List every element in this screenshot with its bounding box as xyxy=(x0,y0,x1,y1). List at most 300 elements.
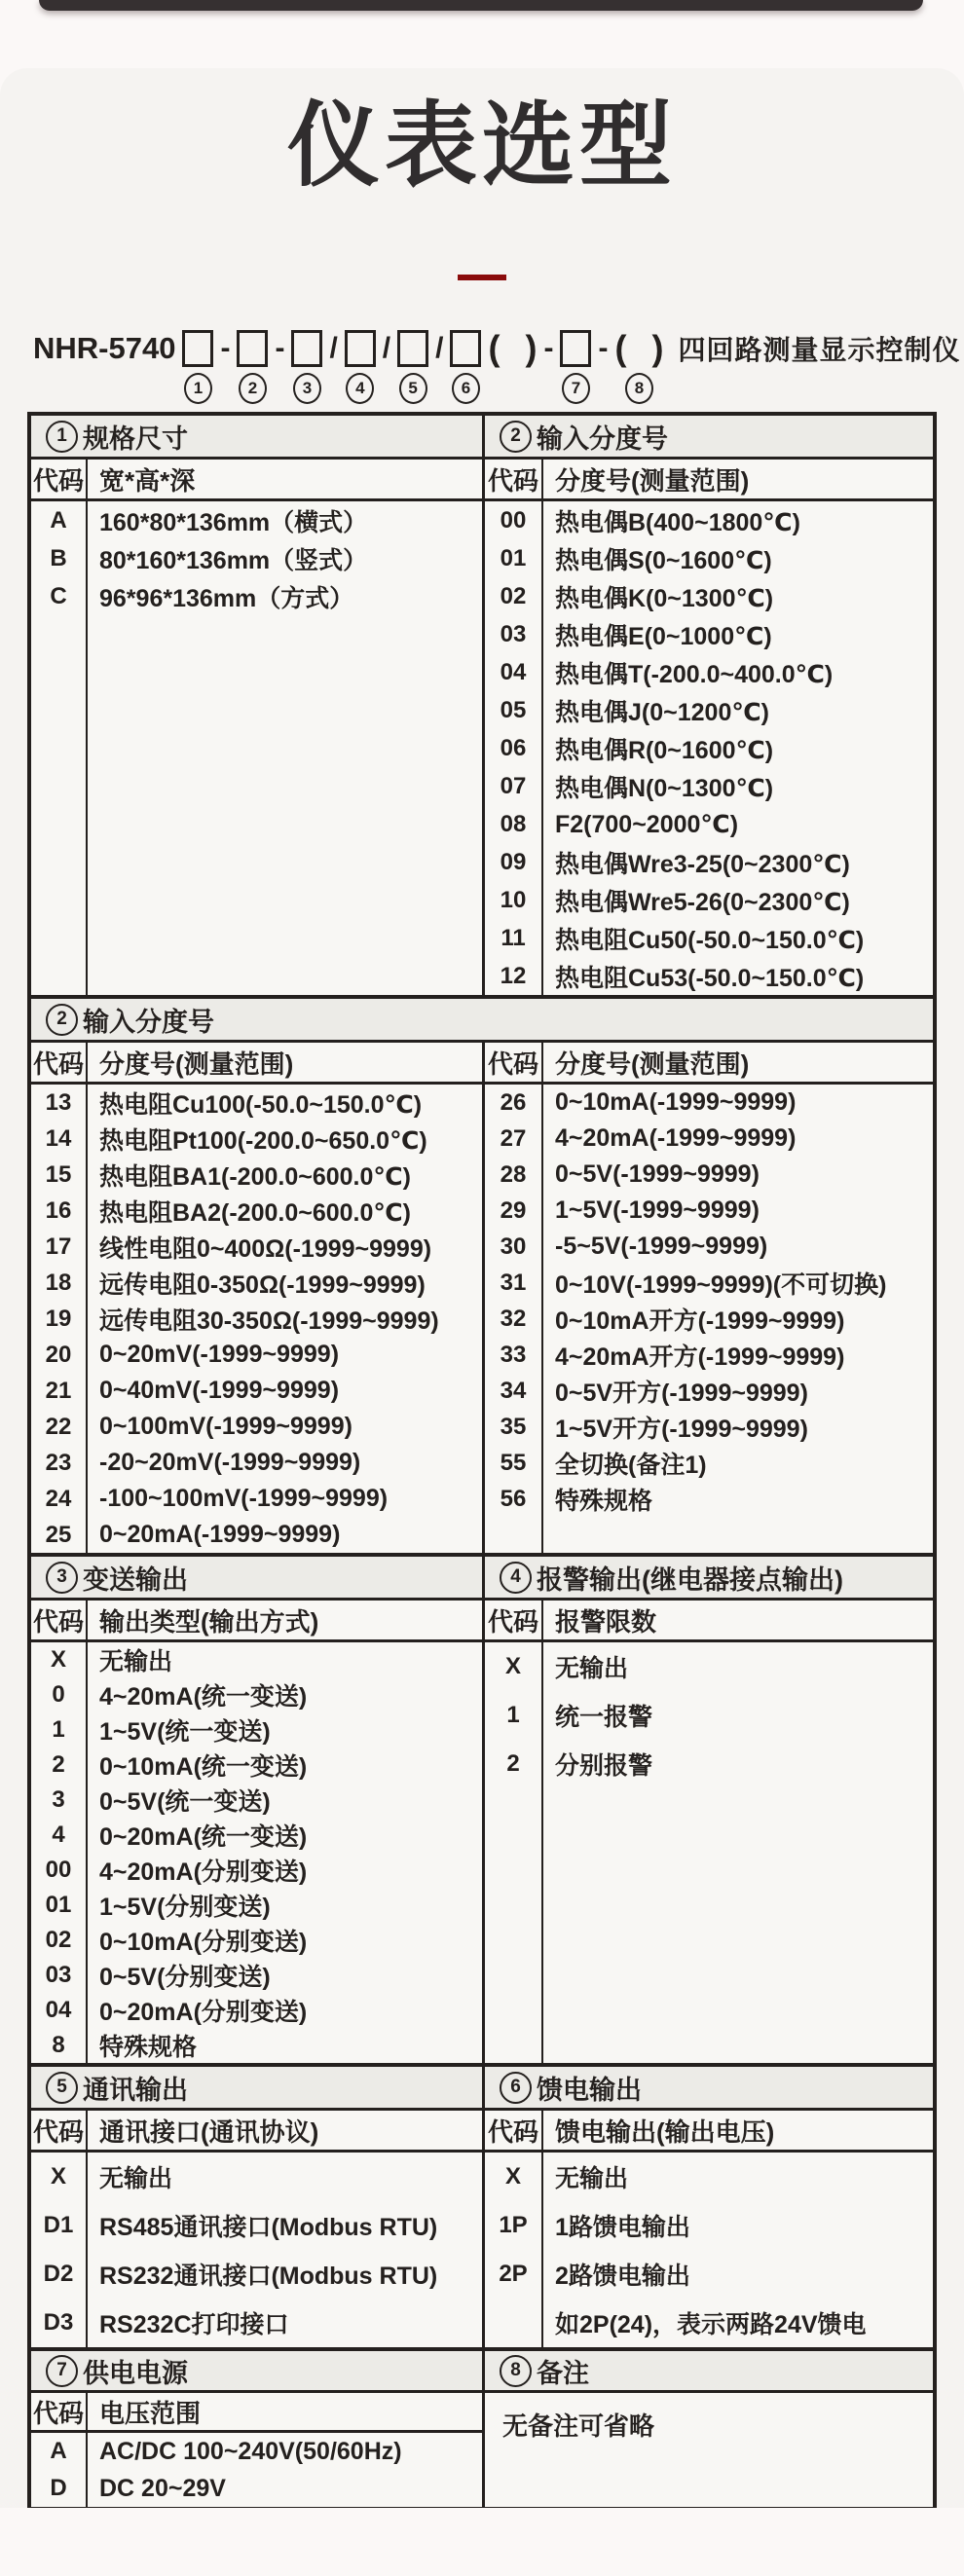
section-title: 供电电源 xyxy=(83,2358,188,2388)
model-prefix: NHR-5740 xyxy=(33,331,176,365)
section-2-panel-b xyxy=(31,1043,482,1553)
table-row xyxy=(485,1740,933,1788)
table-row xyxy=(485,653,933,691)
section-number-badge: 8 xyxy=(500,2355,532,2387)
table-row xyxy=(31,501,482,539)
table-row xyxy=(31,1445,482,1481)
code-cell: 31 xyxy=(500,1269,527,1296)
section-5-panel xyxy=(31,2067,482,2347)
model-box-4 xyxy=(345,327,376,406)
code-box xyxy=(237,330,268,367)
code-cell: 3 xyxy=(52,1786,65,1813)
value-cell: 4~20mA(统一变送) xyxy=(99,1683,308,1711)
model-paren-group: ( ) 8 xyxy=(614,327,663,406)
table-row xyxy=(485,1337,933,1373)
value-cell: 远传电阻0-350Ω(-1999~9999) xyxy=(99,1270,426,1299)
section-header xyxy=(31,416,482,460)
value-cell: 热电偶T(-200.0~400.0℃) xyxy=(555,660,834,688)
section-2-rows-c xyxy=(485,1085,933,1553)
table-row xyxy=(31,1818,482,1853)
code-cell: 09 xyxy=(500,848,527,875)
value-cell: 0~20mA(分别变送) xyxy=(99,1999,308,2026)
value-column-header: 报警限数 xyxy=(555,1606,657,1637)
model-separator: / xyxy=(382,332,391,364)
code-column-header: 代码 xyxy=(31,1043,88,1082)
value-cell: 热电阻Cu50(-50.0~150.0℃) xyxy=(555,926,865,954)
section-title: 变送输出 xyxy=(83,1564,188,1595)
model-box-1 xyxy=(182,327,213,406)
model-suffix: 四回路测量显示控制仪 xyxy=(678,335,961,365)
band-transmit-alarm xyxy=(31,1553,933,2063)
column-header xyxy=(31,1043,482,1085)
value-cell: 热电阻Cu53(-50.0~150.0℃) xyxy=(555,964,865,992)
section-2-panel-c xyxy=(482,1043,933,1553)
code-cell: 02 xyxy=(45,1927,72,1953)
value-cell: 0~20mA(统一变送) xyxy=(99,1823,308,1851)
table-row xyxy=(485,881,933,919)
column-header xyxy=(31,2393,482,2433)
code-cell: 2 xyxy=(52,1751,65,1778)
table-row xyxy=(31,1481,482,1517)
value-cell: 4~20mA开方(-1999~9999) xyxy=(555,1343,845,1371)
code-cell: 05 xyxy=(500,696,527,723)
table-row xyxy=(31,2028,482,2063)
model-separator: - xyxy=(220,332,231,364)
code-cell: 1P xyxy=(499,2212,528,2238)
table-row xyxy=(485,501,933,539)
code-cell: 24 xyxy=(45,1485,72,1512)
value-cell: 0~10mA(-1999~9999) xyxy=(555,1088,797,1116)
code-box xyxy=(291,330,322,367)
top-banner-edge xyxy=(39,0,923,11)
value-cell: RS485通讯接口(Modbus RTU) xyxy=(99,2214,438,2241)
table-row xyxy=(485,1481,933,1517)
code-cell: 01 xyxy=(45,1892,72,1918)
code-cell: A xyxy=(50,506,67,534)
value-cell: 无输出 xyxy=(555,1655,629,1682)
column-header xyxy=(31,2111,482,2153)
table-row xyxy=(31,1642,482,1677)
code-cell: 1 xyxy=(52,1716,65,1743)
value-column-header: 分度号(测量范围) xyxy=(99,1049,294,1079)
value-cell: 96*96*136mm（方式） xyxy=(99,584,354,612)
model-paren-group: ( ) xyxy=(488,328,538,368)
section-number-badge: 6 xyxy=(500,2072,532,2104)
page-title: 仪表选型 xyxy=(286,94,677,198)
code-column-header: 代码 xyxy=(485,1043,543,1082)
value-cell: 0~10mA开方(-1999~9999) xyxy=(555,1306,845,1335)
section-title: 通讯输出 xyxy=(83,2075,188,2105)
section-number-badge: 1 xyxy=(46,421,78,453)
model-box-6 xyxy=(450,327,481,406)
model-separator: - xyxy=(275,332,285,364)
code-cell: 2 xyxy=(506,1750,520,1777)
code-cell: 2P xyxy=(499,2261,528,2287)
table-row xyxy=(31,2433,482,2470)
value-cell: 0~5V开方(-1999~9999) xyxy=(555,1379,808,1407)
value-cell: 如2P(24)，表示两路24V馈电 xyxy=(555,2311,867,2338)
code-cell: X xyxy=(504,1653,521,1679)
table-row xyxy=(31,2470,482,2507)
code-cell: 19 xyxy=(45,1305,72,1332)
table-row xyxy=(485,1193,933,1229)
value-cell: 热电偶R(0~1600℃) xyxy=(555,736,774,764)
model-box-5 xyxy=(397,327,428,406)
table-row xyxy=(485,805,933,843)
value-cell: 1路馈电输出 xyxy=(555,2214,690,2241)
code-cell: 4 xyxy=(52,1822,65,1848)
band-comm-power-supply-out xyxy=(31,2063,933,2347)
table-row xyxy=(31,1993,482,2028)
code-cell: D3 xyxy=(43,2309,74,2336)
section-3-panel xyxy=(31,1557,482,2063)
code-cell: 15 xyxy=(45,1160,72,1188)
value-column-header: 通讯接口(通讯协议) xyxy=(99,2116,319,2147)
code-box xyxy=(560,330,591,367)
table-row xyxy=(485,729,933,767)
code-cell: 23 xyxy=(45,1449,72,1476)
code-cell: 00 xyxy=(500,506,527,534)
section-title: 输入分度号 xyxy=(83,1007,214,1037)
code-cell: 30 xyxy=(500,1233,527,1260)
value-cell: 2路馈电输出 xyxy=(555,2263,690,2290)
value-column-header: 输出类型(输出方式) xyxy=(99,1606,319,1637)
table-row xyxy=(31,1337,482,1373)
section-6-panel xyxy=(482,2067,933,2347)
model-box-2 xyxy=(237,327,268,406)
column-header xyxy=(485,2111,933,2153)
code-cell: 03 xyxy=(45,1962,72,1988)
code-column-header: 代码 xyxy=(31,2111,88,2150)
code-cell: 00 xyxy=(45,1857,72,1883)
circle-marker-1: 1 xyxy=(184,373,212,404)
circle-marker-5: 5 xyxy=(399,373,427,404)
selection-table xyxy=(27,412,937,2508)
value-cell: 0~40mV(-1999~9999) xyxy=(99,1377,340,1404)
code-cell: D xyxy=(50,2475,67,2501)
value-cell: 热电阻BA2(-200.0~600.0℃) xyxy=(99,1198,411,1227)
circle-marker-6: 6 xyxy=(452,373,480,404)
table-row xyxy=(31,2299,482,2347)
value-cell: RS232通讯接口(Modbus RTU) xyxy=(99,2263,438,2290)
code-cell: 02 xyxy=(500,582,527,609)
code-cell: 32 xyxy=(500,1305,527,1332)
value-column-header: 馈电输出(输出电压) xyxy=(555,2116,775,2147)
table-row xyxy=(485,1691,933,1740)
table-row xyxy=(31,2201,482,2250)
circle-marker-4: 4 xyxy=(346,373,374,404)
table-row xyxy=(31,1853,482,1888)
circle-marker-3: 3 xyxy=(293,373,321,404)
model-separator: / xyxy=(435,332,444,364)
code-cell: 20 xyxy=(45,1341,72,1368)
section-2-panel-a xyxy=(482,416,933,995)
code-box xyxy=(397,330,428,367)
section-4-rows xyxy=(485,1642,933,2063)
value-cell: 特殊规格 xyxy=(555,1487,653,1515)
value-cell: 热电阻BA1(-200.0~600.0℃) xyxy=(99,1162,411,1191)
table-row xyxy=(485,2153,933,2201)
model-separator: - xyxy=(543,332,554,364)
table-row xyxy=(31,577,482,615)
band-power-remark xyxy=(31,2347,933,2507)
section-1-panel xyxy=(31,416,482,995)
code-cell: 28 xyxy=(500,1160,527,1188)
table-row xyxy=(485,2250,933,2299)
value-cell: 热电偶K(0~1300℃) xyxy=(555,584,774,612)
code-cell: 04 xyxy=(45,1997,72,2023)
code-cell: 08 xyxy=(500,810,527,837)
table-row xyxy=(485,615,933,653)
value-cell: 0~10mA(分别变送) xyxy=(99,1929,308,1956)
table-row xyxy=(31,1121,482,1157)
code-cell: 29 xyxy=(500,1196,527,1224)
section-6-rows xyxy=(485,2153,933,2347)
value-cell: 1~5V(-1999~9999) xyxy=(555,1196,760,1224)
table-row xyxy=(31,1373,482,1409)
code-column-header: 代码 xyxy=(485,460,543,498)
section-header xyxy=(31,1557,482,1601)
code-cell: 13 xyxy=(45,1088,72,1116)
value-cell: 全切换(备注1) xyxy=(555,1451,707,1479)
band-spec-input xyxy=(31,416,933,995)
code-cell: 12 xyxy=(500,962,527,989)
section-number-badge: 2 xyxy=(500,421,532,453)
circle-marker-7: 7 xyxy=(562,373,590,404)
table-row xyxy=(31,1958,482,1993)
section-7-panel xyxy=(31,2351,482,2507)
code-cell: D1 xyxy=(43,2212,74,2238)
code-cell: 18 xyxy=(45,1269,72,1296)
section-2-rows-b xyxy=(31,1085,482,1553)
value-cell: 远传电阻30-350Ω(-1999~9999) xyxy=(99,1306,439,1335)
code-cell: 17 xyxy=(45,1233,72,1260)
value-cell: 统一报警 xyxy=(555,1704,653,1731)
code-cell: 06 xyxy=(500,734,527,761)
code-cell: 14 xyxy=(45,1124,72,1152)
band-input-continued xyxy=(31,995,933,1553)
value-cell: 0~5V(统一变送) xyxy=(99,1788,271,1816)
table-row xyxy=(31,1193,482,1229)
value-cell: 分别报警 xyxy=(555,1752,653,1780)
code-cell: 55 xyxy=(500,1449,527,1476)
section-header xyxy=(485,2067,933,2111)
table-row xyxy=(485,843,933,881)
value-column-header: 分度号(测量范围) xyxy=(555,1049,750,1079)
code-cell: 01 xyxy=(500,544,527,571)
value-cell: 线性电阻0~400Ω(-1999~9999) xyxy=(99,1234,432,1263)
code-cell: 07 xyxy=(500,772,527,799)
content-card xyxy=(0,68,964,2508)
code-cell: 27 xyxy=(500,1124,527,1152)
table-row xyxy=(31,1748,482,1783)
code-cell: 8 xyxy=(52,2032,65,2058)
code-cell: 0 xyxy=(52,1681,65,1708)
value-cell: 4~20mA(分别变送) xyxy=(99,1858,308,1886)
value-cell: 无输出 xyxy=(99,1648,173,1675)
code-cell: 22 xyxy=(45,1413,72,1440)
table-row xyxy=(485,1229,933,1265)
value-cell: 4~20mA(-1999~9999) xyxy=(555,1124,797,1152)
code-cell: 35 xyxy=(500,1413,527,1440)
value-cell: 0~100mV(-1999~9999) xyxy=(99,1413,352,1440)
value-cell: 热电阻Cu100(-50.0~150.0℃) xyxy=(99,1090,423,1119)
code-cell: 26 xyxy=(500,1088,527,1116)
section-7-rows xyxy=(31,2433,482,2507)
table-row xyxy=(31,1712,482,1748)
value-cell: -5~5V(-1999~9999) xyxy=(555,1233,768,1260)
value-cell: 0~20mV(-1999~9999) xyxy=(99,1341,340,1368)
value-cell: 热电偶E(0~1000℃) xyxy=(555,622,772,650)
value-column-header: 宽*高*深 xyxy=(99,465,196,496)
section-3-rows xyxy=(31,1642,482,2063)
table-row xyxy=(485,539,933,577)
code-cell: C xyxy=(50,582,67,609)
table-row xyxy=(31,539,482,577)
code-cell: D2 xyxy=(43,2261,74,2287)
value-cell: 0~5V(-1999~9999) xyxy=(555,1160,760,1188)
value-cell: 0~5V(分别变送) xyxy=(99,1964,271,1991)
table-row xyxy=(485,1265,933,1301)
table-row xyxy=(31,2153,482,2201)
table-row xyxy=(485,957,933,995)
value-cell: 热电阻Pt100(-200.0~650.0℃) xyxy=(99,1126,427,1155)
section-header xyxy=(485,1557,933,1601)
section-header xyxy=(485,416,933,460)
table-row xyxy=(31,1085,482,1121)
model-separator: - xyxy=(598,332,609,364)
circle-marker-8: 8 xyxy=(625,373,653,404)
value-cell: 0~10mA(统一变送) xyxy=(99,1753,308,1781)
value-cell: 特殊规格 xyxy=(99,2034,198,2061)
code-cell: 16 xyxy=(45,1196,72,1224)
code-cell: 21 xyxy=(45,1377,72,1404)
table-row xyxy=(485,577,933,615)
value-cell: 0~10V(-1999~9999)(不可切换) xyxy=(555,1270,887,1299)
section-header xyxy=(31,2067,482,2111)
section-5-rows xyxy=(31,2153,482,2347)
section-header xyxy=(485,2351,933,2393)
section-title: 报警输出(继电器接点输出) xyxy=(537,1564,843,1595)
code-cell: 10 xyxy=(500,886,527,913)
code-cell: B xyxy=(50,544,67,571)
code-cell: X xyxy=(50,2163,66,2190)
section-title: 备注 xyxy=(537,2358,589,2388)
value-column-header: 分度号(测量范围) xyxy=(555,465,750,496)
code-cell: 34 xyxy=(500,1377,527,1404)
code-column-header: 代码 xyxy=(485,2111,543,2150)
value-cell: 无输出 xyxy=(555,2165,629,2192)
column-header xyxy=(31,1601,482,1642)
code-cell: 33 xyxy=(500,1341,527,1368)
model-box-3 xyxy=(291,327,322,406)
code-box xyxy=(450,330,481,367)
table-row xyxy=(485,1085,933,1121)
section-2-rows-a xyxy=(485,501,933,995)
code-cell: 03 xyxy=(500,620,527,647)
code-cell: 56 xyxy=(500,1485,527,1512)
section-number-badge: 7 xyxy=(46,2355,78,2387)
code-column-header: 代码 xyxy=(31,2393,88,2430)
section-number-badge: 4 xyxy=(500,1562,532,1594)
section-title: 输入分度号 xyxy=(537,423,668,454)
table-row xyxy=(31,1265,482,1301)
column-header xyxy=(485,1043,933,1085)
table-row xyxy=(485,1121,933,1157)
code-column-header: 代码 xyxy=(31,1601,88,1639)
column-header xyxy=(485,460,933,501)
column-header xyxy=(31,460,482,501)
table-row xyxy=(485,1409,933,1445)
table-row xyxy=(31,1677,482,1712)
table-row xyxy=(31,2250,482,2299)
value-cell: 80*160*136mm（竖式） xyxy=(99,546,368,574)
value-cell: 热电偶B(400~1800℃) xyxy=(555,508,800,536)
table-row xyxy=(31,1888,482,1923)
circle-marker-2: 2 xyxy=(239,373,267,404)
section-number-badge: 5 xyxy=(46,2072,78,2104)
table-row xyxy=(485,691,933,729)
value-cell: 160*80*136mm（横式） xyxy=(99,508,368,536)
model-box-7 xyxy=(560,327,591,406)
table-row xyxy=(485,1373,933,1409)
code-cell: A xyxy=(50,2438,67,2464)
title-accent-bar xyxy=(458,275,506,280)
value-cell: F2(700~2000℃) xyxy=(555,810,739,838)
section-title: 规格尺寸 xyxy=(83,423,188,454)
model-code-line xyxy=(0,327,964,406)
section-header xyxy=(31,999,933,1043)
value-cell: 1~5V开方(-1999~9999) xyxy=(555,1415,808,1443)
code-cell: 25 xyxy=(45,1521,72,1548)
table-row xyxy=(31,1157,482,1193)
value-cell: 热电偶N(0~1300℃) xyxy=(555,774,774,802)
value-cell: 热电偶J(0~1200℃) xyxy=(555,698,769,726)
value-column-header: 电压范围 xyxy=(99,2398,202,2428)
value-cell: DC 20~29V xyxy=(99,2474,226,2502)
value-cell: 热电偶Wre5-26(0~2300℃) xyxy=(555,888,850,916)
section-number-badge: 3 xyxy=(46,1562,78,1594)
table-row xyxy=(31,1409,482,1445)
value-cell: 1~5V(统一变送) xyxy=(99,1718,271,1746)
value-cell: 无输出 xyxy=(99,2165,173,2192)
section-header xyxy=(31,2351,482,2393)
value-cell: 1~5V(分别变送) xyxy=(99,1894,271,1921)
code-box xyxy=(182,330,213,367)
model-separator: / xyxy=(329,332,338,364)
table-row xyxy=(485,767,933,805)
value-cell: RS232C打印接口 xyxy=(99,2311,289,2338)
table-row xyxy=(31,1229,482,1265)
code-column-header: 代码 xyxy=(485,1601,543,1639)
table-row xyxy=(485,919,933,957)
value-cell: -100~100mV(-1999~9999) xyxy=(99,1485,389,1512)
table-row xyxy=(485,1642,933,1691)
section-8-panel xyxy=(482,2351,933,2507)
code-box xyxy=(345,330,376,367)
table-row xyxy=(31,1923,482,1958)
value-cell: 热电偶Wre3-25(0~2300℃) xyxy=(555,850,850,878)
code-cell: 11 xyxy=(501,924,526,951)
table-row xyxy=(485,2299,933,2347)
section-1-rows xyxy=(31,501,482,995)
table-row xyxy=(485,2201,933,2250)
value-cell: AC/DC 100~240V(50/60Hz) xyxy=(99,2437,402,2465)
value-cell: 0~20mA(-1999~9999) xyxy=(99,1521,341,1548)
code-cell: 04 xyxy=(500,658,527,685)
section-4-panel xyxy=(482,1557,933,2063)
code-cell: 1 xyxy=(506,1702,520,1728)
